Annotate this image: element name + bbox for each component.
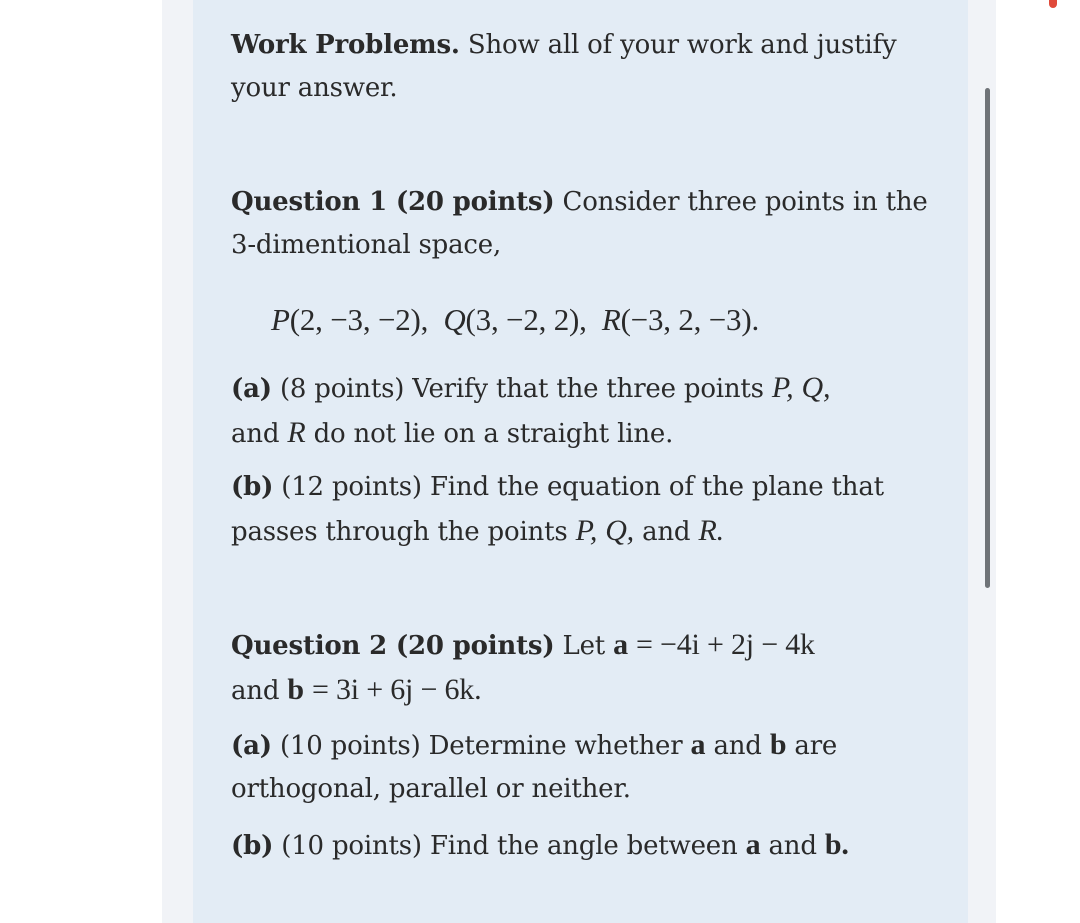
question-2-expression-b: = 3i + 6j − 6k.	[311, 673, 482, 706]
question-1b-p: P,	[575, 514, 598, 547]
question-1b	[231, 466, 884, 554]
question-2-expression-a: = −4i + 2j − 4k	[636, 628, 815, 661]
point-coords-r: (−3, 2, −3).	[620, 302, 760, 337]
question-2-let: Let	[562, 631, 606, 661]
question-2b-vector-b: b.	[824, 828, 849, 861]
question-2a-label: (a)	[231, 731, 272, 761]
edge-marker	[1049, 0, 1057, 8]
question-1-text-1: Consider three points in the	[562, 187, 928, 217]
question-2a-are: are	[794, 731, 838, 761]
question-2-statement	[231, 623, 815, 713]
points-formula	[271, 298, 759, 341]
question-2b-and: and	[768, 831, 817, 861]
intro-heading: Work Problems.	[231, 30, 460, 60]
question-2a-text-2: orthogonal, parallel or neither.	[231, 774, 631, 804]
question-1a-label: (a)	[231, 374, 272, 404]
intro-text-1: Show all of your work and justify	[467, 30, 897, 60]
question-1b-and: and	[642, 517, 691, 547]
question-2a-points: (10 points)	[279, 731, 421, 761]
point-name-r: R	[601, 302, 621, 337]
question-1a-r: R	[287, 416, 306, 449]
question-1b-label: (b)	[231, 472, 274, 502]
question-1b-r: R.	[698, 514, 724, 547]
question-2-vector-a: a	[613, 628, 628, 661]
question-2a-vector-a: a	[690, 728, 706, 761]
scrollbar[interactable]	[985, 88, 990, 588]
question-1b-points: (12 points)	[281, 472, 422, 502]
question-1a-p: P,	[771, 371, 794, 404]
question-2b-points: (10 points)	[281, 831, 422, 861]
question-1a-text-3: do not lie on a straight line.	[313, 419, 674, 449]
intro-text-2: your answer.	[231, 73, 398, 103]
point-name-p: P	[271, 302, 290, 337]
question-1-statement	[231, 181, 928, 267]
question-2a	[231, 723, 837, 811]
question-2a-vector-b: b	[769, 728, 787, 761]
question-2-heading: Question 2 (20 points)	[231, 631, 555, 661]
question-2b-vector-a: a	[745, 828, 761, 861]
question-1a-text-2: and	[231, 419, 280, 449]
point-coords-p: (2, −3, −2),	[289, 302, 429, 337]
question-2b-label: (b)	[231, 831, 274, 861]
question-2b	[231, 823, 849, 868]
question-1b-q: Q,	[605, 514, 634, 547]
question-1-text-2: 3-dimentional space,	[231, 230, 502, 260]
intro-paragraph	[231, 24, 896, 110]
question-1a-q: Q,	[801, 371, 831, 404]
question-2-vector-b: b	[287, 673, 304, 706]
question-2a-and: and	[713, 731, 762, 761]
question-2b-text-1: Find the angle between	[429, 831, 738, 861]
question-1a	[231, 366, 830, 456]
point-coords-q: (3, −2, 2),	[465, 302, 587, 337]
question-2-and: and	[231, 676, 280, 706]
question-2a-text-1: Determine whether	[428, 731, 683, 761]
point-name-q: Q	[443, 302, 466, 337]
question-1-heading: Question 1 (20 points)	[231, 187, 555, 217]
question-1b-text-2: passes through the points	[231, 517, 568, 547]
question-1a-points: (8 points)	[279, 374, 405, 404]
question-1b-text-1: Find the equation of the plane that	[429, 472, 884, 502]
question-1a-text-1: Verify that the three points	[412, 374, 764, 404]
